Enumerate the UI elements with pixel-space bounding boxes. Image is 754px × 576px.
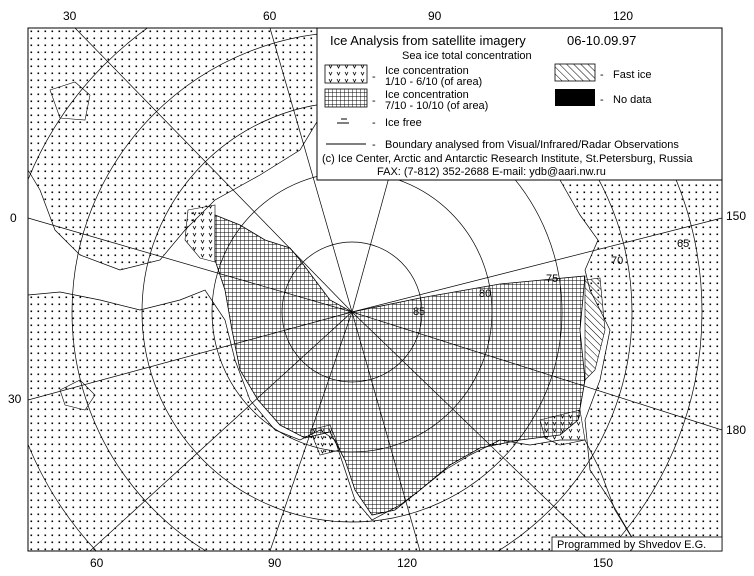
legend [317,28,722,180]
legend-subtitle: Sea ice total concentration [402,50,532,62]
legend-nodata-dash: - [600,94,604,106]
top-label-90: 90 [428,9,442,23]
left-label-30: 30 [8,392,22,406]
bottom-label-90: 90 [268,556,282,570]
legend-high-line2: 7/10 - 10/10 (of area) [385,100,489,112]
legend-high-dash: - [372,95,376,107]
legend-boundary: Boundary analysed from Visual/Infrared/Radar Observations [385,139,679,151]
legend-icefree-dash: - [372,117,376,129]
legend-copyright: (c) Ice Center, Arctic and Antarctic Research Institute, St.Petersburg, Russia [322,153,693,165]
legend-low-dash: - [372,71,376,83]
top-label-120: 120 [613,9,634,23]
bottom-label-60: 60 [90,556,104,570]
bottom-longitude-labels [90,556,613,570]
legend-no-data: No data [613,94,652,106]
legend-swatch-low-concentration [325,65,367,83]
legend-title: Ice Analysis from satellite imagery [330,33,526,48]
legend-ice-free: Ice free [385,117,422,129]
legend-low-line2: 1/10 - 6/10 (of area) [385,76,483,88]
legend-boundary-dash: - [372,139,376,151]
legend-high-line1: Ice concentration [385,89,469,101]
right-label-180: 180 [726,423,747,437]
legend-contact: FAX: (7-812) 352-2688 E-mail: ydb@aari.nw.ru [377,166,606,178]
left-label-0: 0 [10,211,17,225]
legend-swatch-fast-ice [555,64,595,81]
legend-swatch-no-data [555,89,595,106]
lat-label-80: 80 [479,288,492,300]
legend-low-line1: Ice concentration [385,65,469,77]
lat-label-65: 65 [677,238,690,250]
right-label-150: 150 [726,209,747,223]
legend-fast-ice: Fast ice [613,69,652,81]
bottom-label-120: 120 [397,556,418,570]
legend-swatch-high-concentration [325,89,367,107]
legend-date: 06-10.09.97 [567,33,637,48]
top-label-30: 30 [63,9,77,23]
lat-label-70: 70 [611,255,624,267]
top-label-60: 60 [263,9,277,23]
lat-label-75: 75 [546,273,559,285]
credit-text: Programmed by Shvedov E.G. [557,539,707,551]
lat-label-85: 85 [413,306,426,318]
legend-fast-dash: - [600,69,604,81]
bottom-label-150: 150 [593,556,614,570]
top-longitude-labels [63,9,633,23]
